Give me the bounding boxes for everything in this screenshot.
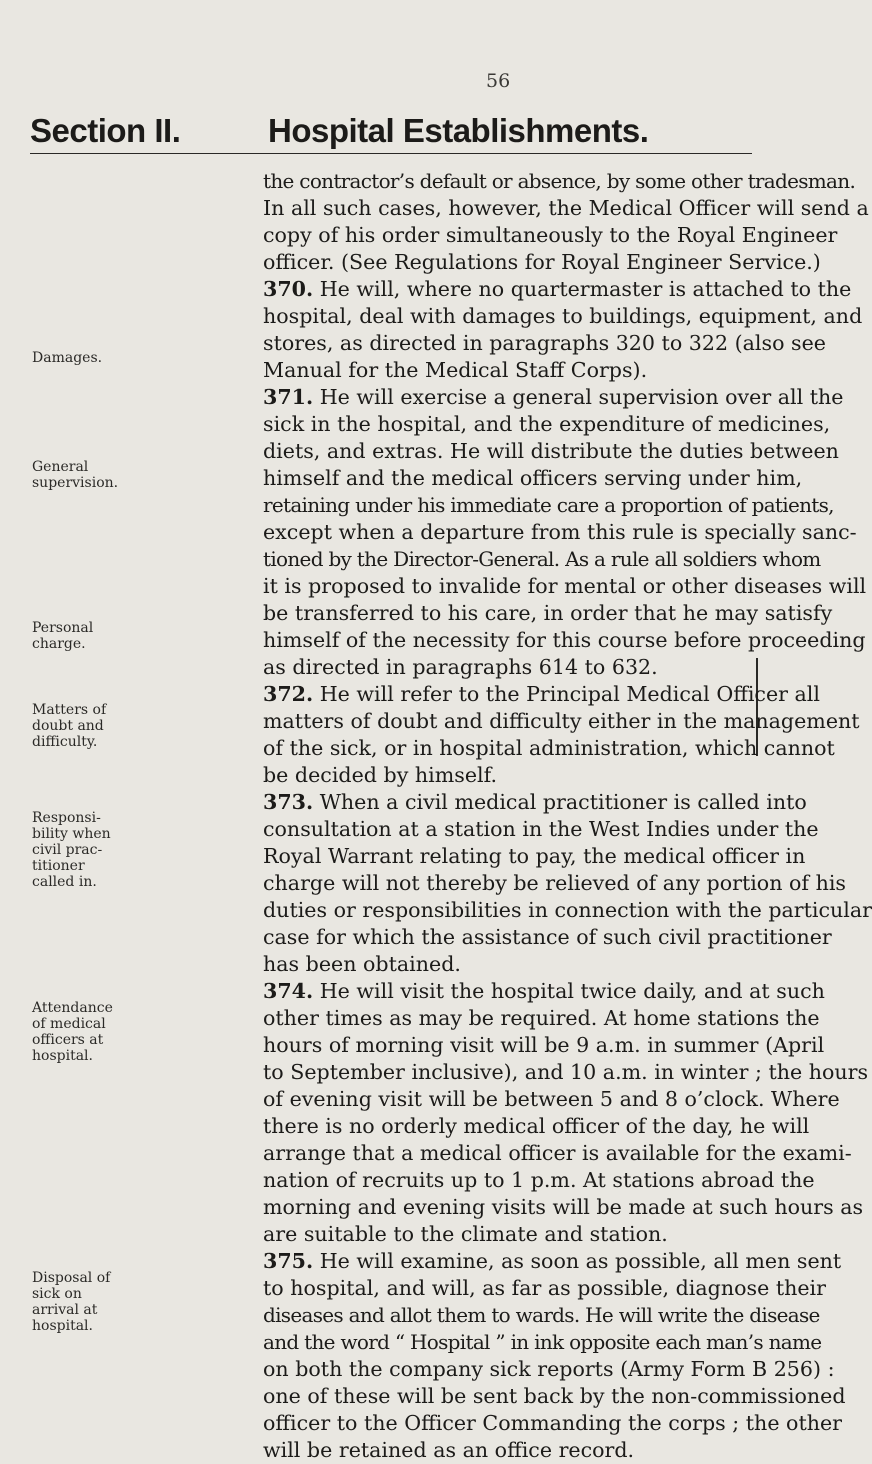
section-label: Section II. (30, 112, 181, 149)
marginal-note-responsibility: Responsi-bility when civil prac-titioner called in. (32, 810, 111, 890)
text-line: consultation at a station in the West Indies under the (263, 817, 819, 841)
text-line: there is no orderly medical officer of the day, he will (263, 1114, 810, 1138)
text-line: 373. When a civil medical practitioner is called into (263, 790, 807, 814)
text-line: and the word “ Hospital ” in ink opposite each man’s name (263, 1330, 822, 1354)
text-line: as directed in paragraphs 614 to 632. (263, 655, 658, 679)
text-line: In all such cases, however, the Medical Officer will send a (263, 196, 869, 220)
text-line: matters of doubt and difficulty either in the management (263, 709, 860, 733)
text-line: officer to the Officer Commanding the corps ; the other (263, 1411, 843, 1435)
text-line: to September inclusive), and 10 a.m. in winter ; the hours (263, 1060, 869, 1084)
page-number: 56 (486, 70, 511, 92)
text-line: to hospital, and will, as far as possible, diagnose their (263, 1276, 826, 1300)
marginal-note-attendance: Attendance of medical officers at hospital. (32, 1000, 113, 1064)
text-line: other times as may be required. At home stations the (263, 1006, 820, 1030)
text-line: 375. He will examine, as soon as possible, all men sent (263, 1249, 842, 1273)
text-line: duties or responsibilities in connection with the particular (263, 898, 872, 922)
text-line: the contractor’s default or absence, by some other tradesman. (263, 169, 856, 193)
marginal-note-personal-charge: Personal charge. (32, 620, 94, 652)
text-line: 374. He will visit the hospital twice daily, and at such (263, 979, 825, 1003)
text-line: one of these will be sent back by the non-commissioned (263, 1384, 846, 1408)
header-rule (30, 153, 752, 154)
paragraph-number: 371. (263, 385, 314, 409)
text-line: copy of his order simultaneously to the Royal Engineer (263, 223, 838, 247)
text-line: hospital, deal with damages to buildings, equipment, and (263, 304, 863, 328)
text-line: himself of the necessity for this course before proceeding (263, 628, 866, 652)
text-line: of the sick, or in hospital administration, which cannot (263, 736, 835, 760)
text-line: are suitable to the climate and station. (263, 1222, 668, 1246)
text-line: tioned by the Director-General. As a rule all soldiers whom (263, 547, 821, 571)
text-line: will be retained as an office record. (263, 1438, 635, 1462)
text-line: on both the company sick reports (Army Form B 256) : (263, 1357, 835, 1381)
text-line: has been obtained. (263, 952, 461, 976)
text-line: be decided by himself. (263, 763, 498, 787)
text-line: Royal Warrant relating to pay, the medical officer in (263, 844, 806, 868)
text-line: Manual for the Medical Staff Corps). (263, 358, 648, 382)
text-line: of evening visit will be between 5 and 8 o’clock. Where (263, 1087, 840, 1111)
text-line: sick in the hospital, and the expenditure of medicines, (263, 412, 831, 436)
marginal-note-matters-of-doubt: Matters of doubt and difficulty. (32, 702, 107, 750)
text-line: diseases and allot them to wards. He will write the disease (263, 1303, 820, 1327)
text-line: nation of recruits up to 1 p.m. At stations abroad the (263, 1168, 815, 1192)
text-line: 370. He will, where no quartermaster is attached to the (263, 277, 852, 301)
marginal-note-general-supervision: General supervision. (32, 459, 119, 491)
text-line: himself and the medical officers serving under him, (263, 466, 803, 490)
text-line: retaining under his immediate care a proportion of patients, (263, 493, 834, 517)
paragraph-number: 372. (263, 682, 314, 706)
text-line: stores, as directed in paragraphs 320 to 322 (also see (263, 331, 826, 355)
paragraph-number: 374. (263, 979, 314, 1003)
section-title: Hospital Establishments. (268, 112, 649, 149)
text-line: be transferred to his care, in order that he may satisfy (263, 601, 833, 625)
text-line: charge will not thereby be relieved of any portion of his (263, 871, 847, 895)
text-line: morning and evening visits will be made at such hours as (263, 1195, 864, 1219)
marginal-note-damages: Damages. (32, 350, 103, 366)
text-line: 371. He will exercise a general supervision over all the (263, 385, 844, 409)
text-line: case for which the assistance of such civil practitioner (263, 925, 832, 949)
text-line: except when a departure from this rule is specially sanc- (263, 520, 857, 544)
text-line: officer. (See Regulations for Royal Engineer Service.) (263, 250, 821, 274)
paragraph-number: 375. (263, 1249, 314, 1273)
text-line: hours of morning visit will be 9 a.m. in summer (April (263, 1033, 825, 1057)
text-line: diets, and extras. He will distribute the duties between (263, 439, 839, 463)
paragraph-number: 373. (263, 790, 314, 814)
text-line: 372. He will refer to the Principal Medical Officer all (263, 682, 820, 706)
text-line: it is proposed to invalide for mental or other diseases will (263, 574, 867, 598)
paragraph-number: 370. (263, 277, 314, 301)
text-line: arrange that a medical officer is available for the exami- (263, 1141, 852, 1165)
marginal-note-disposal: Disposal of sick on arrival at hospital. (32, 1270, 111, 1334)
